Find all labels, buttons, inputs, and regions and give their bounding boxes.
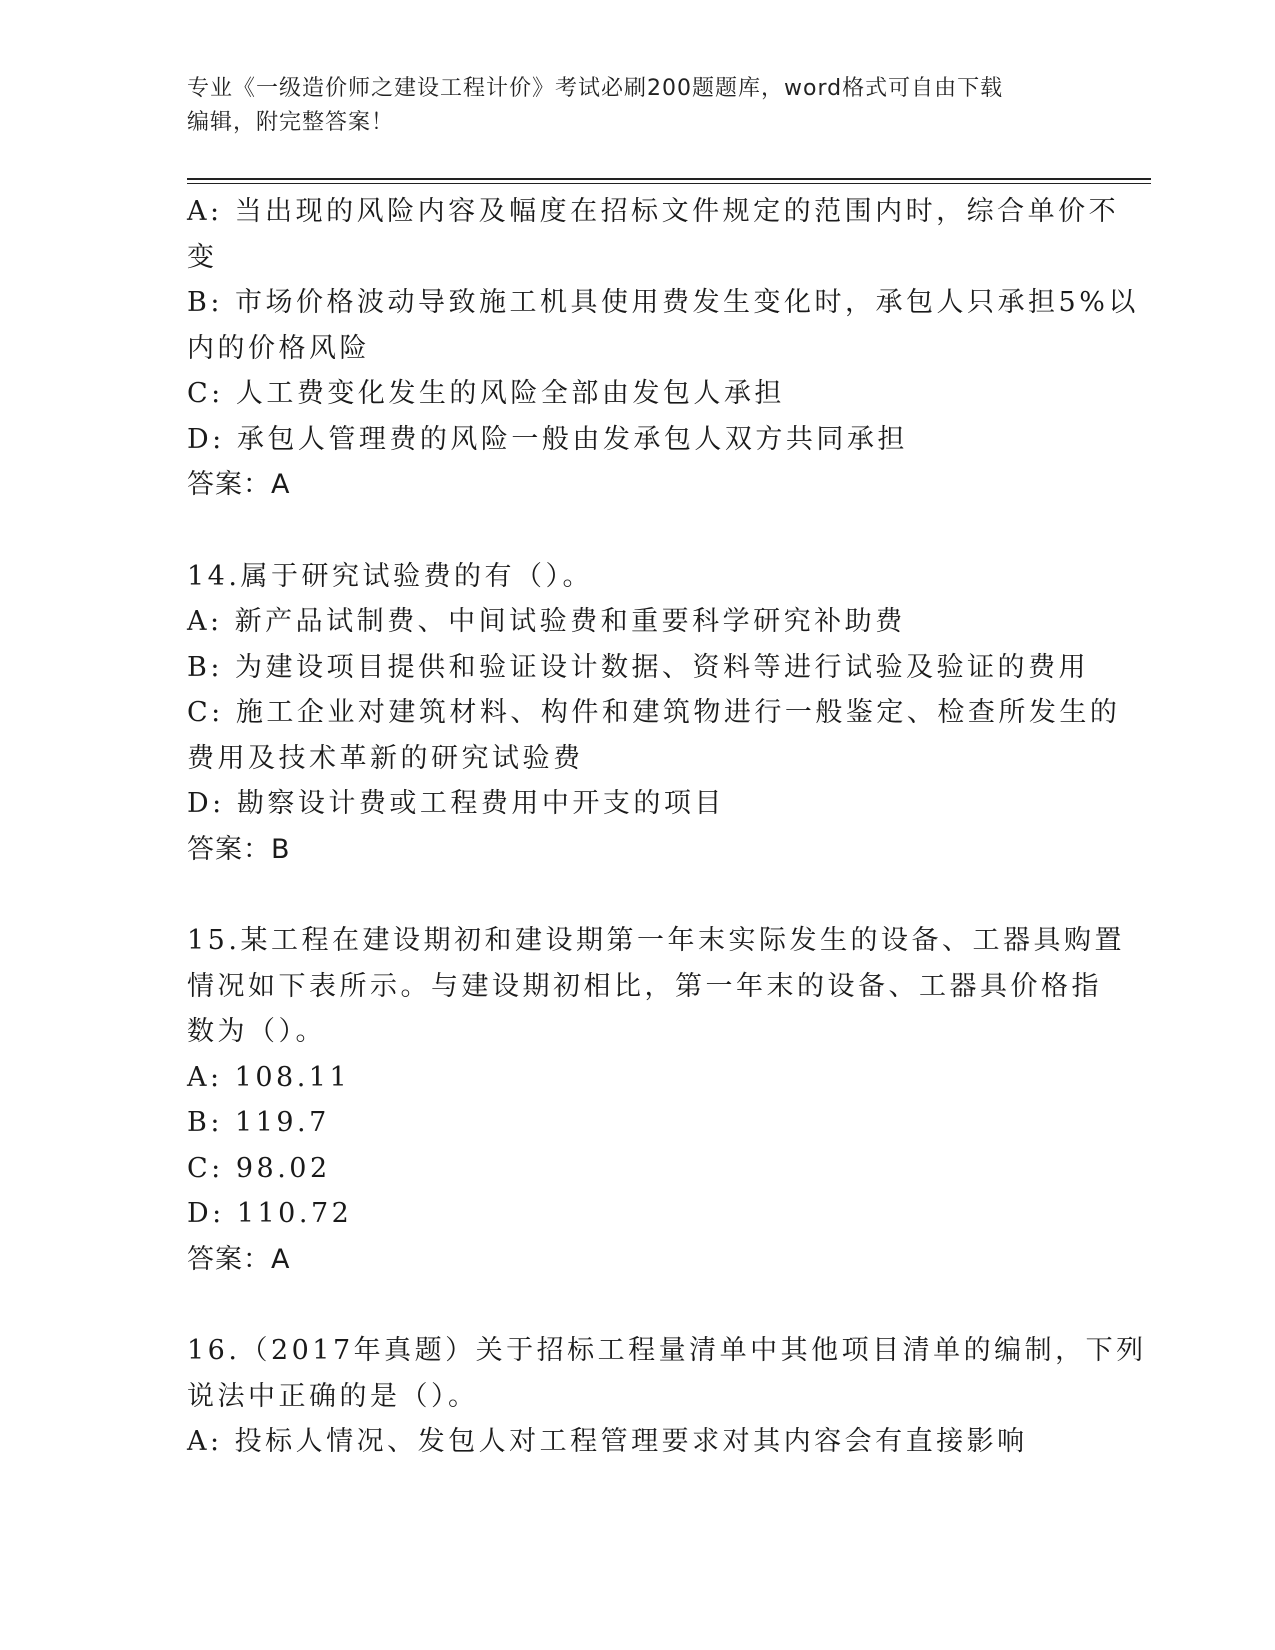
option-b-line-1: B: 市场价格波动导致施工机具使用费发生变化时，承包人只承担5%以 xyxy=(187,287,1139,318)
answer: 答案：A xyxy=(187,1243,291,1275)
question-14 xyxy=(187,554,1121,873)
option-d: D: 勘察设计费或工程费用中开支的项目 xyxy=(187,788,725,819)
answer: 答案：B xyxy=(187,833,291,865)
option-c: C: 人工费变化发生的风险全部由发包人承担 xyxy=(187,378,785,409)
option-a: A: 投标人情况、发包人对工程管理要求对其内容会有直接影响 xyxy=(187,1426,1028,1457)
spacer xyxy=(187,1282,1087,1328)
question-stem: 14.属于研究试验费的有（）。 xyxy=(187,560,593,592)
question-13 xyxy=(187,189,1139,508)
header-divider-thin xyxy=(187,183,1151,184)
option-c-line-1: C: 施工企业对建筑材料、构件和建筑物进行一般鉴定、检查所发生的 xyxy=(187,697,1121,728)
question-15 xyxy=(187,918,1125,1282)
option-c-line-2: 费用及技术革新的研究试验费 xyxy=(187,742,584,774)
question-stem-line-1: 15.某工程在建设期初和建设期第一年末实际发生的设备、工器具购置 xyxy=(187,925,1125,956)
question-list xyxy=(187,189,1147,1465)
option-a-line-1: A: 当出现的风险内容及幅度在招标文件规定的范围内时，综合单价不 xyxy=(187,196,1120,227)
question-stem-line-2: 情况如下表所示。与建设期初相比，第一年末的设备、工器具价格指 xyxy=(187,970,1102,1002)
option-b: B: 119.7 xyxy=(187,1107,330,1138)
question-stem-line-2: 说法中正确的是（）。 xyxy=(187,1380,479,1412)
header-title-line-2: 编辑，附完整答案！ xyxy=(187,110,395,135)
document-header xyxy=(187,72,1067,140)
question-stem-line-1: 16.（2017年真题）关于招标工程量清单中其他项目清单的编制，下列 xyxy=(187,1335,1147,1366)
option-a-line-2: 变 xyxy=(187,241,218,273)
spacer xyxy=(187,508,1087,554)
option-a: A: 新产品试制费、中间试验费和重要科学研究补助费 xyxy=(187,606,906,637)
option-b: B: 为建设项目提供和验证设计数据、资料等进行试验及验证的费用 xyxy=(187,651,1090,683)
question-16 xyxy=(187,1328,1147,1465)
option-b-line-2: 内的价格风险 xyxy=(187,332,370,364)
spacer xyxy=(187,872,1087,918)
answer: 答案：A xyxy=(187,469,291,500)
header-divider-thick xyxy=(187,178,1151,180)
option-d: D: 承包人管理费的风险一般由发承包人双方共同承担 xyxy=(187,423,908,455)
option-a: A: 108.11 xyxy=(187,1061,351,1093)
option-c: C: 98.02 xyxy=(187,1152,331,1184)
header-title-line-1: 专业《一级造价师之建设工程计价》考试必刷200题题库，word格式可自由下载 xyxy=(187,76,1004,101)
option-d: D: 110.72 xyxy=(187,1198,353,1229)
question-stem-line-3: 数为（）。 xyxy=(187,1016,326,1047)
